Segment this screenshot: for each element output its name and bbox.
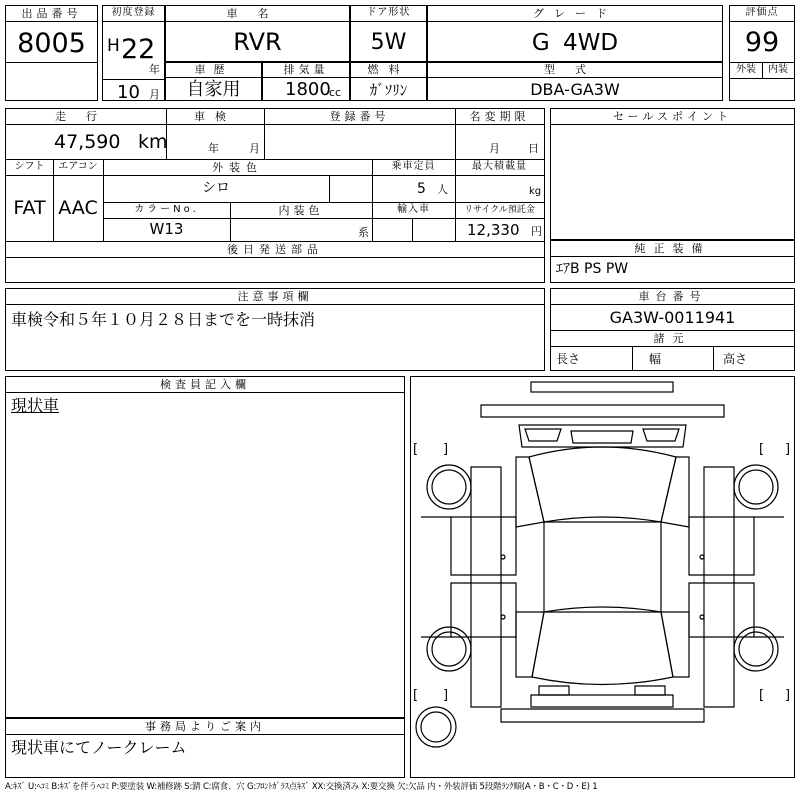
office-notice-label: 事務局よりご案内 bbox=[145, 720, 265, 733]
name-change-label: 名変期限 bbox=[469, 110, 530, 123]
car-name-label: 車名 bbox=[226, 7, 289, 20]
height-label: 高さ bbox=[723, 352, 748, 366]
score-cell bbox=[729, 5, 795, 101]
month-unit: 月 bbox=[149, 88, 160, 101]
shift-label: シフト bbox=[14, 161, 45, 172]
office-notice-cell bbox=[5, 718, 405, 778]
registration-year: 22 bbox=[121, 34, 156, 65]
svg-text:[: [ bbox=[413, 688, 419, 703]
sales-point-label: セールスポイント bbox=[612, 110, 732, 123]
shift: FAT bbox=[13, 197, 46, 219]
car-name-cell bbox=[165, 5, 350, 62]
svg-text:]: ] bbox=[785, 442, 791, 457]
color-number-label: カラーNo. bbox=[134, 204, 199, 215]
lot-number: 8005 bbox=[17, 28, 86, 59]
caution-label: 注意事項欄 bbox=[237, 290, 313, 303]
dimensions-label: 諸元 bbox=[653, 332, 692, 345]
sales-point-cell bbox=[550, 108, 795, 240]
genuine-equipment-label: 純正装備 bbox=[634, 242, 711, 255]
car-name: RVR bbox=[233, 28, 282, 56]
year-unit: 年 bbox=[149, 63, 160, 76]
mileage-label: 走行 bbox=[55, 110, 117, 123]
exterior-label: 外装 bbox=[736, 64, 756, 75]
import-label: 輸入車 bbox=[397, 204, 430, 215]
inspection-month-unit: 月 bbox=[249, 142, 260, 155]
genuine-equipment-cell bbox=[550, 240, 795, 283]
svg-text:[: [ bbox=[759, 442, 765, 457]
vehicle-history-cell bbox=[165, 62, 262, 101]
length-label: 長さ bbox=[556, 352, 581, 366]
recycle-fee: 12,330 bbox=[467, 221, 520, 239]
damage-legend: A:ｷｽﾞ U:ﾍｺﾐ B:ｷｽﾞを伴うﾍｺﾐ P:要塗装 W:補修跡 S:錆 C:腐食、穴 G:ﾌﾛﾝﾄｶﾞﾗｽ点ｷｽﾞ XX:交換済み X:要交換 欠:欠品 内・外装評価 5段階ﾗﾝｸ順(A・B・C・D・E) 1 bbox=[5, 782, 598, 792]
inspection-year-unit: 年 bbox=[208, 142, 219, 155]
car-damage-diagram bbox=[411, 377, 794, 777]
interior-color-unit: 系 bbox=[358, 226, 369, 239]
later-parts-label: 後日発送部品 bbox=[227, 243, 323, 256]
displacement: 1800 bbox=[285, 79, 331, 100]
capacity-unit: 人 bbox=[437, 183, 448, 196]
exterior-color: シロ bbox=[202, 180, 230, 196]
model-code: DBA-GA3W bbox=[530, 80, 620, 99]
displacement-cell bbox=[262, 62, 350, 101]
recycle-unit: 円 bbox=[531, 225, 542, 238]
chassis-label: 車台番号 bbox=[638, 290, 707, 303]
score-label: 評価点 bbox=[745, 7, 779, 18]
aircon-label: エアコン bbox=[58, 161, 98, 172]
office-notice-text: 現状車にてノークレーム bbox=[11, 738, 187, 757]
history-label: 車歴 bbox=[194, 63, 233, 76]
door-type: 5W bbox=[370, 30, 407, 55]
grade-cell bbox=[427, 5, 723, 62]
fuel: ｶﾞｿﾘﾝ bbox=[369, 81, 408, 99]
car-diagram-frame bbox=[410, 376, 795, 778]
model-label: 型式 bbox=[544, 63, 606, 76]
grade: G 4WD bbox=[531, 30, 619, 56]
chassis-cell bbox=[550, 288, 795, 371]
displacement-label: 排気量 bbox=[283, 63, 329, 76]
inspector-notes-cell bbox=[5, 376, 405, 718]
inspector-notes-text: 現状車 bbox=[11, 396, 60, 415]
interior-label: 内装 bbox=[768, 64, 788, 75]
genuine-equipment: ｴｱB PS PW bbox=[556, 261, 629, 277]
capacity-label: 乗車定員 bbox=[391, 161, 436, 172]
capacity: 5 bbox=[417, 181, 426, 197]
name-change-day-unit: 日 bbox=[528, 142, 539, 155]
caution-text: 車検令和５年１０月２８日までを一時抹消 bbox=[11, 310, 316, 329]
lot-number-label: 出品番号 bbox=[21, 7, 82, 20]
registration-number-label: 登録番号 bbox=[329, 110, 390, 123]
grade-label: グレード bbox=[533, 7, 617, 20]
lot-number-cell bbox=[5, 5, 98, 101]
svg-text:]: ] bbox=[785, 688, 791, 703]
era-letter: H bbox=[107, 36, 120, 56]
max-load-label: 最大積載量 bbox=[472, 161, 527, 172]
inspector-notes-label: 検査員記入欄 bbox=[160, 378, 250, 391]
exterior-color-label: 外装色 bbox=[212, 161, 263, 174]
chassis-number: GA3W-0011941 bbox=[609, 308, 736, 327]
door-type-cell bbox=[350, 5, 427, 62]
svg-text:]: ] bbox=[443, 688, 449, 703]
mileage-unit: km bbox=[138, 131, 168, 153]
max-load-unit: kg bbox=[529, 186, 542, 197]
registration-month: 10 bbox=[117, 82, 140, 103]
svg-text:[: [ bbox=[759, 688, 765, 703]
svg-text:]: ] bbox=[443, 442, 449, 457]
vehicle-history: 自家用 bbox=[186, 79, 241, 100]
color-number: W13 bbox=[149, 220, 184, 238]
fuel-label: 燃料 bbox=[367, 63, 410, 76]
score: 99 bbox=[744, 27, 780, 58]
width-label: 幅 bbox=[649, 352, 662, 366]
displacement-unit: cc bbox=[329, 86, 342, 99]
first-registration-label: 初度登録 bbox=[111, 7, 156, 18]
door-type-label: ドア形状 bbox=[366, 7, 411, 18]
fuel-cell bbox=[350, 62, 427, 101]
recycle-label: リサイクル預託金 bbox=[464, 205, 535, 215]
model-code-cell bbox=[427, 62, 723, 101]
name-change-month-unit: 月 bbox=[489, 142, 500, 155]
mileage: 47,590 bbox=[54, 131, 121, 153]
svg-text:[: [ bbox=[413, 442, 419, 457]
inspection-label: 車検 bbox=[194, 110, 236, 123]
specs-table bbox=[5, 108, 545, 283]
aircon: AAC bbox=[58, 197, 98, 219]
caution-cell bbox=[5, 288, 545, 371]
first-registration-cell bbox=[102, 5, 165, 101]
interior-color-label: 内装色 bbox=[278, 204, 324, 217]
